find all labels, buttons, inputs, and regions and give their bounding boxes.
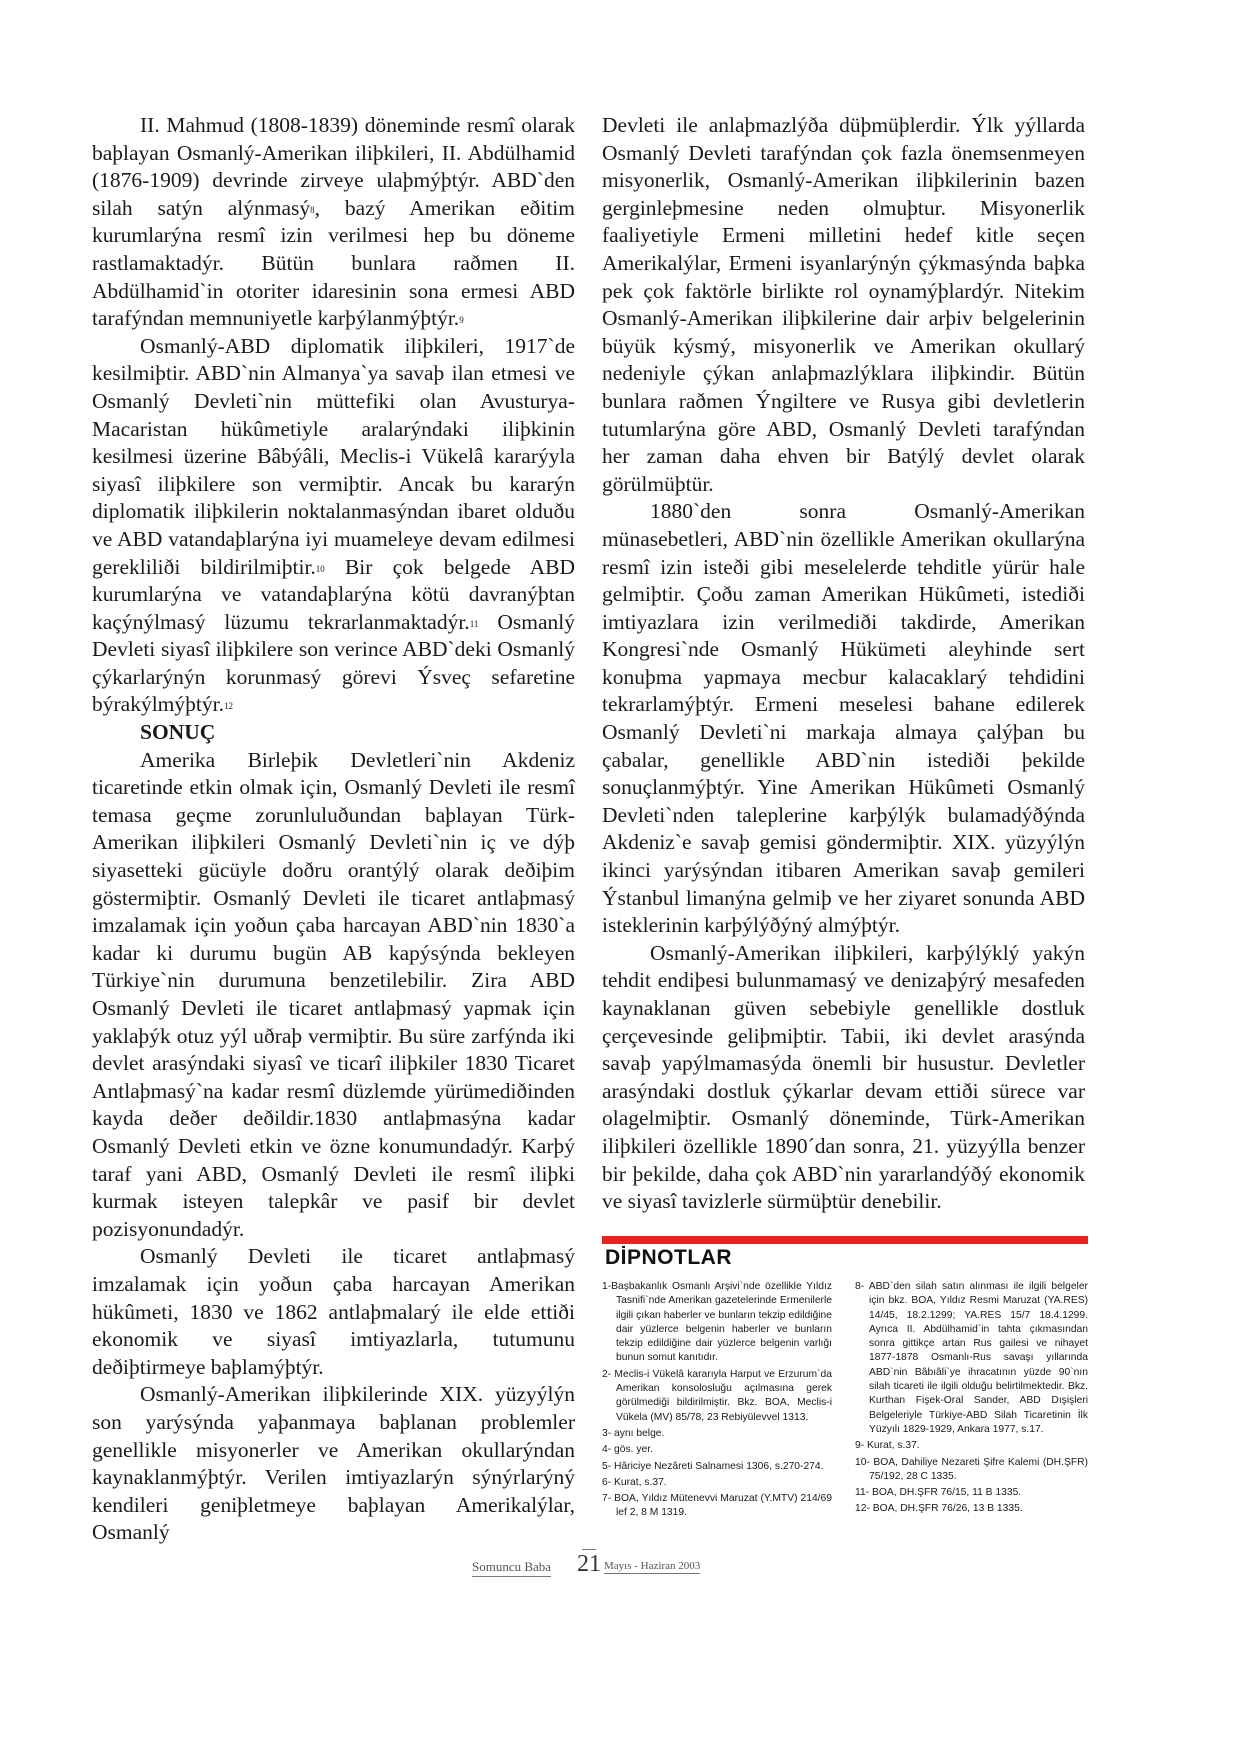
footnote: 2- Meclis-i Vükelâ kararıyla Harput ve Erzurum`da Amerikan konsolosluğu açılmasına gerek görülmediği bildirilmiştir. Bkz. BOA, Meclis-i Vükela (MV) 85/78, 23 Rebiyülevvel 1313. [602,1368,832,1423]
footnote: 6- Kurat, s.37. [602,1476,667,1488]
footnotes-column-right [855,1280,1088,1519]
footnote: 3- aynı belge. [602,1427,665,1439]
paragraph: Osmanlý Devleti ile ticaret antlaþmasý imzalamak için yoðun çaba harcayan Amerikan hükûmeti, 1830 ve 1862 antlaþmalarý ile elde ettiði ekonomik ve siyasî imtiyazlarla, tutumunu deðiþtirmeye baþlamýþtýr. [92,1244,575,1379]
footnotes-column-left [602,1280,832,1523]
issue-date: Mayıs - Haziran 2003 [604,1560,701,1572]
paragraph: Osmanlý-Amerikan iliþkilerinde XIX. yüzyýlýn son yarýsýnda yaþanmaya baþlanan problemler genellikle misyonerler ve Amerikan okullarýndan kaynaklanmýþtýr. Verilen imtiyazlarýn sýnýrlarýný kendileri geniþletmeye baþlayan Amerikalýlar, Osmanlý [92,1382,575,1545]
paragraph: Amerika Birleþik Devletleri`nin Akdeniz ticaretinde etkin olmak için, Osmanlý Devleti ile resmî temasa geçme zorunluluðundan baþlayan Türk-Amerikan iliþkileri Osmanlý Devleti`nin iç ve dýþ siyasetteki gücüyle doðru orantýlý olarak deðiþim göstermiþtir. Osmanlý Devleti ile ticaret antlaþmasý imzalamak için yoðun çaba harcayan ABD`nin 1830`a kadar ki durumu bugün AB kapýsýnda bekleyen Türkiye`nin durumuna benzetilebilir. Zira ABD Osmanlý Devleti ile ticaret antlaþmasý yapmak için yaklaþýk otuz yýl uðraþ vermiþtir. Bu süre zarfýnda iki devlet arasýndaki siyasî ve ticarî iliþkiler 1830 Ticaret Antlaþmasý`na kadar resmî düzlemde yürümediðinden kayda deðer deðildir.1830 antlaþmasýna kadar Osmanlý Devleti etkin ve özne konumundadýr. Karþý taraf yani ABD, Osmanlý Devleti ile resmî iliþki kurmak isteyen talepkâr ve pasif bir devlet pozisyonundadýr. [92,747,575,1241]
footnote-ref[interactable]: 9 [459,315,464,326]
page-footer [0,1551,1240,1591]
paragraph-text: II. Mahmud (1808-1839) döneminde resmî olarak baþlayan Osmanlý-Amerikan iliþkileri, II. Abdülhamid (1876-1909) devrinde zirveye ulaþmýþtýr. ABD`den silah satýn alýnmasý [92,113,575,220]
section-heading: SONUÇ [140,720,216,745]
footnote: 11- BOA, DH.ŞFR 76/15, 11 B 1335. [855,1487,1022,1499]
paragraph [92,112,575,333]
body-column-right [602,112,1085,1216]
paragraph: Osmanlý-Amerikan iliþkileri, karþýlýklý yakýn tehdit endiþesi bulunmamasý ve denizaþýrý mesafeden kaynaklanan güven sebebiyle genellikle dostluk çerçevesinde geliþmiþtir. Tabii, iki devlet arasýnda savaþ yapýlmamasýda önemli bir husustur. Devletler arasýndaki dostluk çýkarlar devam ettiði sürece var olagelmiþtir. Osmanlý döneminde, Türk-Amerikan iliþkileri özellikle 1890´dan sonra, 21. yüzyýlla benzer bir þekilde, daha çok ABD`nin yararlandýðý ekonomik ve siyasî tavizlerle sürmüþtür denebilir. [602,940,1085,1214]
footnote: 12- BOA, DH.ŞFR 76/26, 13 B 1335. [855,1503,1023,1515]
paragraph: Devleti ile anlaþmazlýða düþmüþlerdir. Ýlk yýllarda Osmanlý Devleti tarafýndan çok fazla önemsenmeyen misyonerlik, Osmanlý-Amerikan iliþkilerinin bazen gerginleþmesine neden olmuþtur. Misyonerlik faaliyetiyle Ermeni milletini hedef kitle seçen Amerikalýlar, Ermeni isyanlarýnýn çýkmasýnda baþka pek çok faktörle birlikte rol oynamýþlardýr. Nitekim Osmanlý-Amerikan iliþkilerine dair arþiv belgelerinin büyük kýsmý, misyonerlik ve Amerikan okullarý nedeniyle çýkan anlaþmazlýklara iliþkindir. Bütün bunlara raðmen Ýngiltere ve Rusya gibi devletlerin tutumlarýna göre ABD, Osmanlý Devleti tarafýndan her zaman daha ehven bir Batýlý devlet olarak görülmüþtür. [602,113,1085,496]
body-column-left [92,112,575,1547]
footnotes-title: DİPNOTLAR [605,1246,732,1269]
footnote: 1-Başbakanlık Osmanlı Arşivi`nde özellikle Yıldız Tasnifi`nde Amerikan gazetelerinde Ermenilerle ilgili çıkan haberler ve bunların tekzip edildiğine dair yüzlerce belgenin haberler ve bunların tekzip edildiğine dair yüzlerce belgenin varlığı bunun somut kanıtıdır. [602,1281,832,1364]
page-number-mark [582,1549,596,1550]
footnote-ref[interactable]: 8 [310,204,315,215]
footnotes-divider [602,1236,1088,1244]
page-number: 21 [577,1551,601,1577]
paragraph-text: Osmanlý-ABD diplomatik iliþkileri, 1917`de kesilmiþtir. ABD`nin Almanya`ya savaþ ilan etmesi ve Osmanlý Devleti`nin müttefiki olan Avusturya-Macaristan hükûmetiyle aralarýndaki iliþkinin kesilmesi üzerine Bâbýâli, Meclis-i Vükelâ kararýyla siyasî iliþkilere son vermiþtir. Ancak bu kararýn diplomatik iliþkilerin noktalanmasýndan ibaret olduðu ve ABD vatandaþlarýna iyi muameleye devam edilmesi gerekliliði bildirilmiþtir. [92,333,575,579]
footnote-ref[interactable]: 12 [223,701,233,712]
paragraph-text: Osmanlý Devleti siyasî iliþkilere son verince ABD`deki Osmanlý çýkarlarýnýn korunmasý görevi Ýsveç sefaretine býrakýlmýþtýr. [92,609,575,717]
footnote: 5- Hâriciye Nezâreti Salnamesi 1306, s.270-274. [602,1460,824,1472]
footnote: 7- BOA, Yıldız Mütenevvi Maruzat (Y.MTV) 214/69 lef 2, 8 M 1319. [602,1493,832,1519]
footnote-ref[interactable]: 10 [315,563,325,574]
paragraph: 1880`den sonra Osmanlý-Amerikan münasebetleri, ABD`nin özellikle Amerikan okullarýna resmî izin isteði gibi meselelerde tehditle yürür hale gelmiþtir. Çoðu zaman Amerikan Hükûmeti, istediði imtiyazlara izin verilmediði takdirde, Amerikan Kongresi`nde Osmanlý Hükümeti aleyhinde sert konuþma yapmaya mecbur kalacaklarý tehdidini tekrarlamýþtýr. Ermeni meselesi bahane edilerek Osmanlý Devleti`ni markaja almaya çalýþan bu çabalar, genellikle ABD`nin istediði þekilde sonuçlanmýþtýr. Yine Amerikan Hükûmeti Osmanlý Devleti`nden taleplerine karþýlýk bulamadýðýnda Akdeniz`e savaþ gemisi göndermiþtir. XIX. yüzyýlýn ikinci yarýsýndan itibaren Amerikan savaþ gemileri Ýstanbul limanýna gelmiþ ve her ziyaret sonunda ABD isteklerinin karþýlýðýný almýþtýr. [602,499,1085,938]
footnote: 9- Kurat, s.37. [855,1440,920,1452]
footnote-ref[interactable]: 11 [469,618,479,629]
paragraph [92,333,575,719]
paragraph-text: Bir çok belgede ABD kurumlarýna ve vatandaþlarýna kötü davranýþtan kaçýnýlmasý lüzumu tekrarlanmaktadýr. [92,554,575,634]
magazine-name: Somuncu Baba [472,1559,551,1577]
footnote: 10- BOA, Dahiliye Nezareti Şifre Kalemi (DH.ŞFR) 75/192, 28 C 1335. [855,1456,1088,1482]
footnote: 4- gös. yer. [602,1444,653,1456]
paragraph-text: , bazý Amerikan eðitim kurumlarýna resmî izin verilmesi hep bu döneme rastlamaktadýr. Bütün bunlara raðmen II. Abdülhamid`in otoriter idaresinin sona ermesi ABD tarafýndan memnuniyetle karþýlanmýþtýr. [92,195,576,331]
footnote: 8- ABD`den silah satın alınması ile ilgili belgeler için bkz. BOA, Yıldız Resmi Maruzat (YA.RES) 14/45, 18.2.1299; YA.RES 15/7 18.4.1299. Ayrıca II. Abdülhamid`in tahta çıkmasından sonra gittikçe artan Rus gailesi ve nihayet 1877-1878 Osmanlı-Rus savaşı yıllarında ABD`nin Bâbıâli`ye ihracatının yüzde 90`nın silah ticareti ile ilgili olduğu belirtilmektedir. Bkz. Kurthan Fişek-Oral Sander, ABD Dışişleri Belgeleriyle Türkiye-ABD Silah Ticaretinin İlk Yüzyılı 1829-1929, Ankara 1977, s.17. [855,1281,1088,1435]
